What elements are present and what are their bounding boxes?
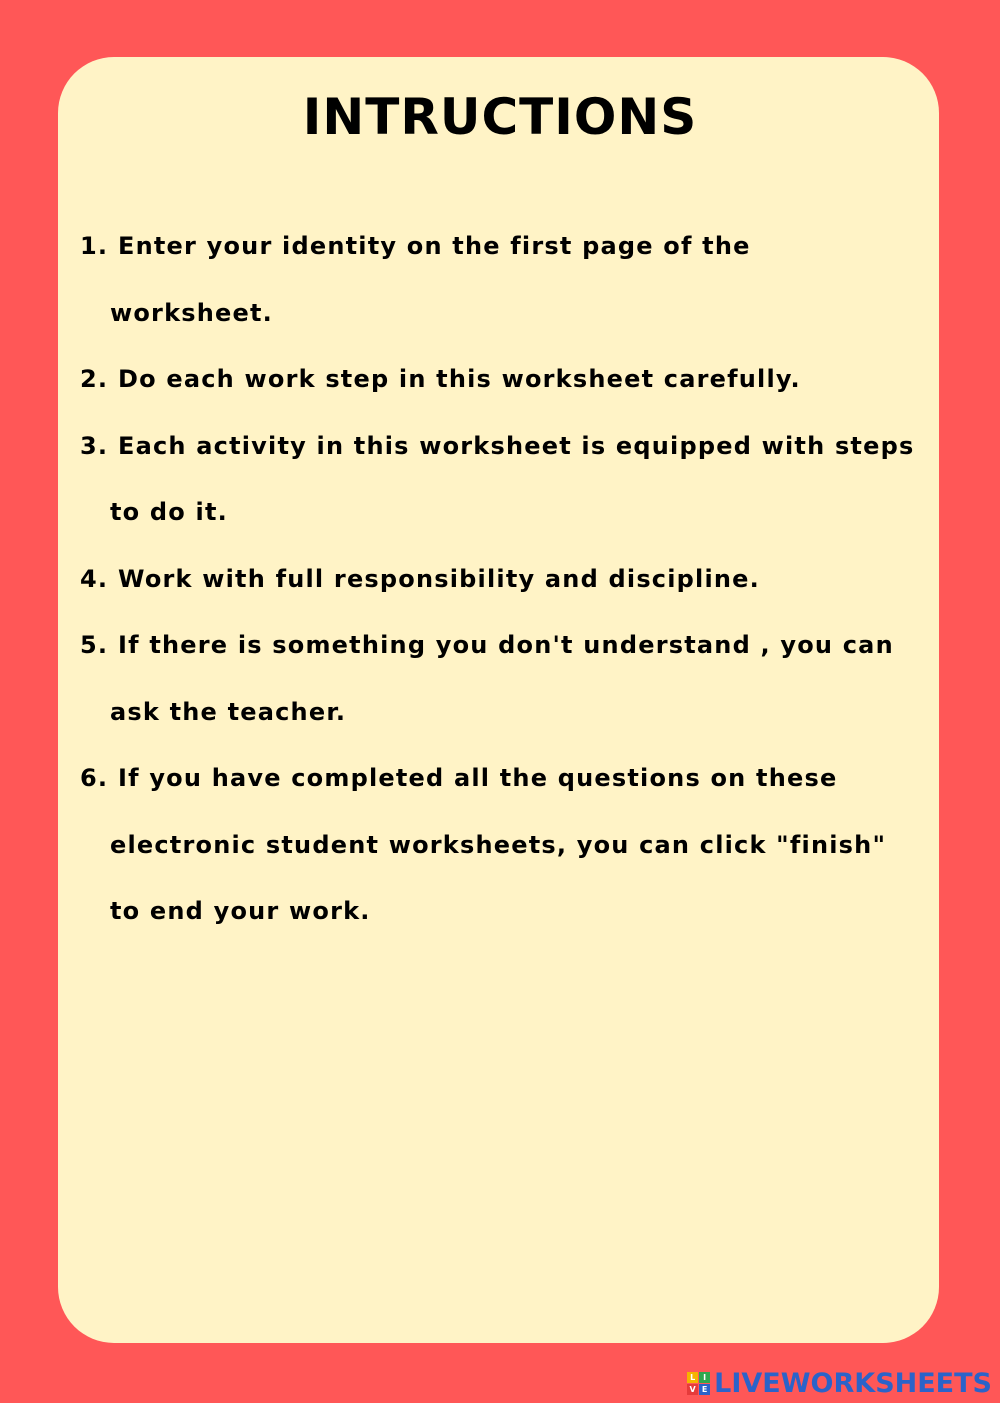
instruction-item-5: [80, 612, 960, 745]
instruction-item-3: [80, 413, 960, 546]
logo-letter: L: [687, 1372, 698, 1383]
logo-letter: E: [699, 1384, 710, 1395]
instruction-number: 2.: [80, 365, 109, 393]
instruction-number: 3.: [80, 431, 109, 460]
instruction-line: Each activity in this worksheet is equipped with steps: [118, 431, 915, 460]
instruction-line: electronic student worksheets, you can click "finish": [110, 830, 887, 859]
instruction-text: [110, 346, 801, 413]
instruction-item-1: [80, 213, 960, 346]
instruction-number: 1.: [80, 232, 109, 260]
instruction-text: [110, 213, 751, 346]
instruction-line: Do each work step in this worksheet carefully.: [118, 365, 801, 393]
logo-letter: I: [699, 1372, 710, 1383]
instruction-text: [110, 546, 760, 613]
instruction-item-6: [80, 745, 960, 945]
instruction-text: [110, 612, 894, 745]
instruction-number: 5.: [80, 631, 109, 659]
instruction-item-4: [80, 546, 960, 613]
logo-letter: V: [687, 1384, 698, 1395]
instruction-line: to do it.: [110, 498, 228, 526]
instruction-line: ask the teacher.: [110, 697, 347, 726]
instruction-number: 6.: [80, 764, 109, 792]
liveworksheets-logo: [687, 1370, 992, 1397]
instruction-line: Enter your identity on the first page of the: [118, 232, 751, 260]
instruction-number: 4.: [80, 564, 109, 593]
logo-mark-icon: [687, 1372, 710, 1395]
instructions-list: [80, 213, 960, 945]
instruction-line: worksheet.: [110, 298, 273, 327]
instruction-line: If there is something you don't understand , you can: [118, 631, 894, 659]
instruction-text: [110, 745, 886, 945]
instruction-line: to end your work.: [110, 897, 371, 925]
page-title: INTRUCTIONS: [302, 88, 698, 146]
instruction-item-2: [80, 346, 960, 413]
instruction-line: If you have completed all the questions on these: [118, 764, 838, 792]
instruction-text: [110, 413, 914, 546]
brand-wordmark: LIVEWORKSHEETS: [714, 1368, 992, 1399]
instruction-line: Work with full responsibility and discipline.: [118, 564, 760, 593]
